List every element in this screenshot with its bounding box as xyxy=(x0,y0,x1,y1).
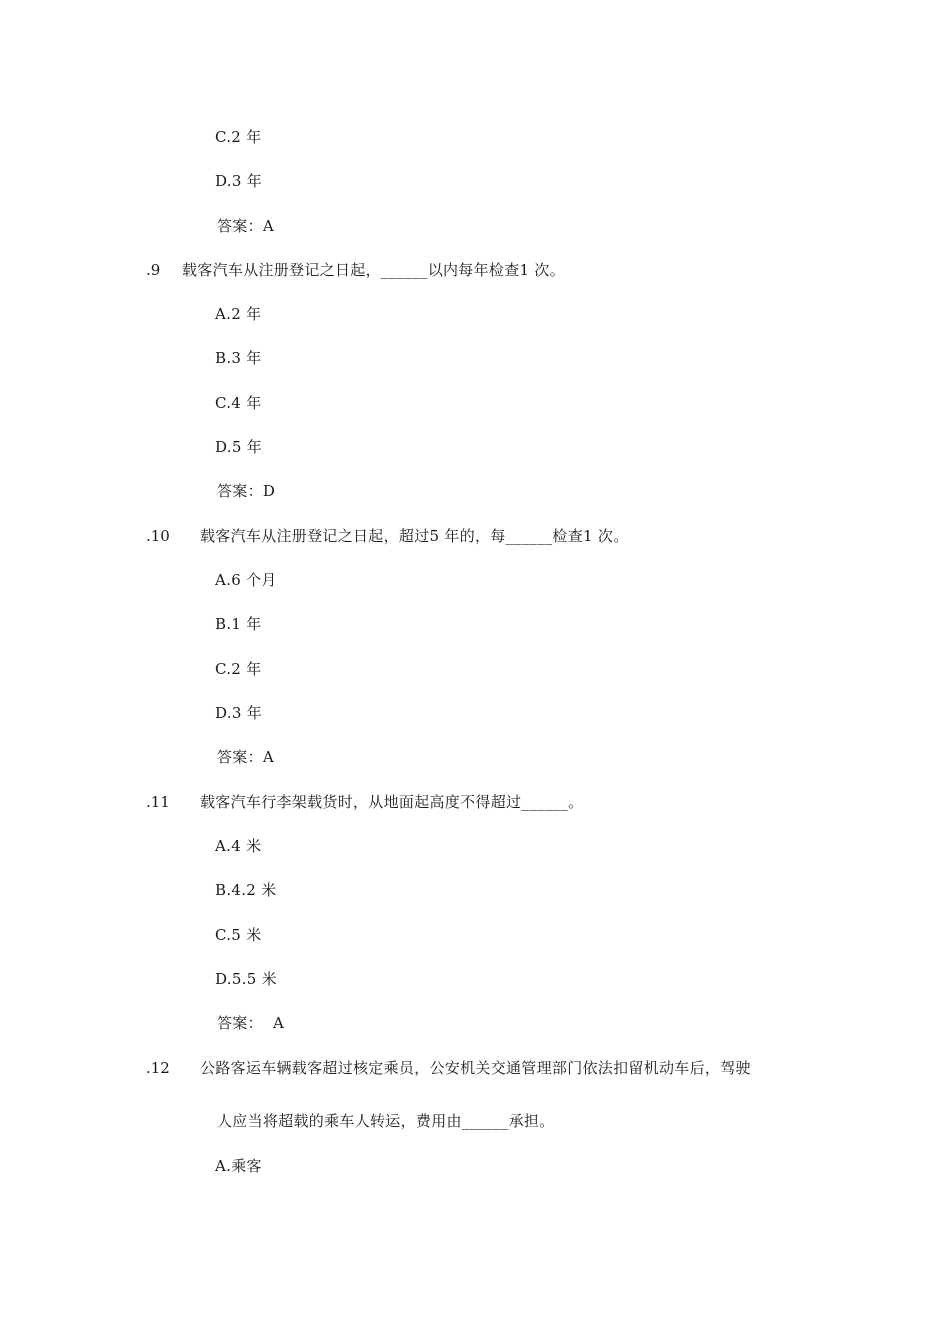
option-a: A.4 米 xyxy=(215,837,262,855)
option-b: B.1 年 xyxy=(215,615,262,633)
option-b: B.3 年 xyxy=(215,349,262,367)
question-number: .9 xyxy=(146,261,161,279)
option-d: D.5 年 xyxy=(215,438,263,456)
option-a: A.6 个月 xyxy=(215,571,277,589)
question-text: 载客汽车行李架载货时，从地面起高度不得超过______。 xyxy=(200,793,584,811)
option-a: A.乘客 xyxy=(215,1157,262,1175)
option-c: C.2 年 xyxy=(215,660,262,678)
option-d: D.3 年 xyxy=(215,704,263,722)
question-text: 公路客运车辆载客超过核定乘员，公安机关交通管理部门依法扣留机动车后，驾驶 xyxy=(200,1059,751,1077)
answer: 答案：A xyxy=(217,217,275,235)
option-b: B.4.2 米 xyxy=(215,881,277,899)
option-c: C.5 米 xyxy=(215,926,262,944)
answer: 答案：D xyxy=(217,482,276,500)
question-text-continued: 人应当将超载的乘车人转运，费用由______承担。 xyxy=(217,1112,555,1130)
option-c: C.4 年 xyxy=(215,394,262,412)
answer: 答案：A xyxy=(217,748,275,766)
question-number: .11 xyxy=(146,793,170,811)
question-text: 载客汽车从注册登记之日起，超过5 年的，每______检查1 次。 xyxy=(200,527,629,545)
option-c: C.2 年 xyxy=(215,128,262,146)
question-number: .10 xyxy=(146,527,170,545)
question-number: .12 xyxy=(146,1059,170,1077)
answer: 答案： A xyxy=(217,1014,285,1032)
question-text: 载客汽车从注册登记之日起，______以内每年检查1 次。 xyxy=(182,261,566,279)
option-d: D.3 年 xyxy=(215,172,263,190)
option-a: A.2 年 xyxy=(215,305,262,323)
option-d: D.5.5 米 xyxy=(215,970,277,988)
